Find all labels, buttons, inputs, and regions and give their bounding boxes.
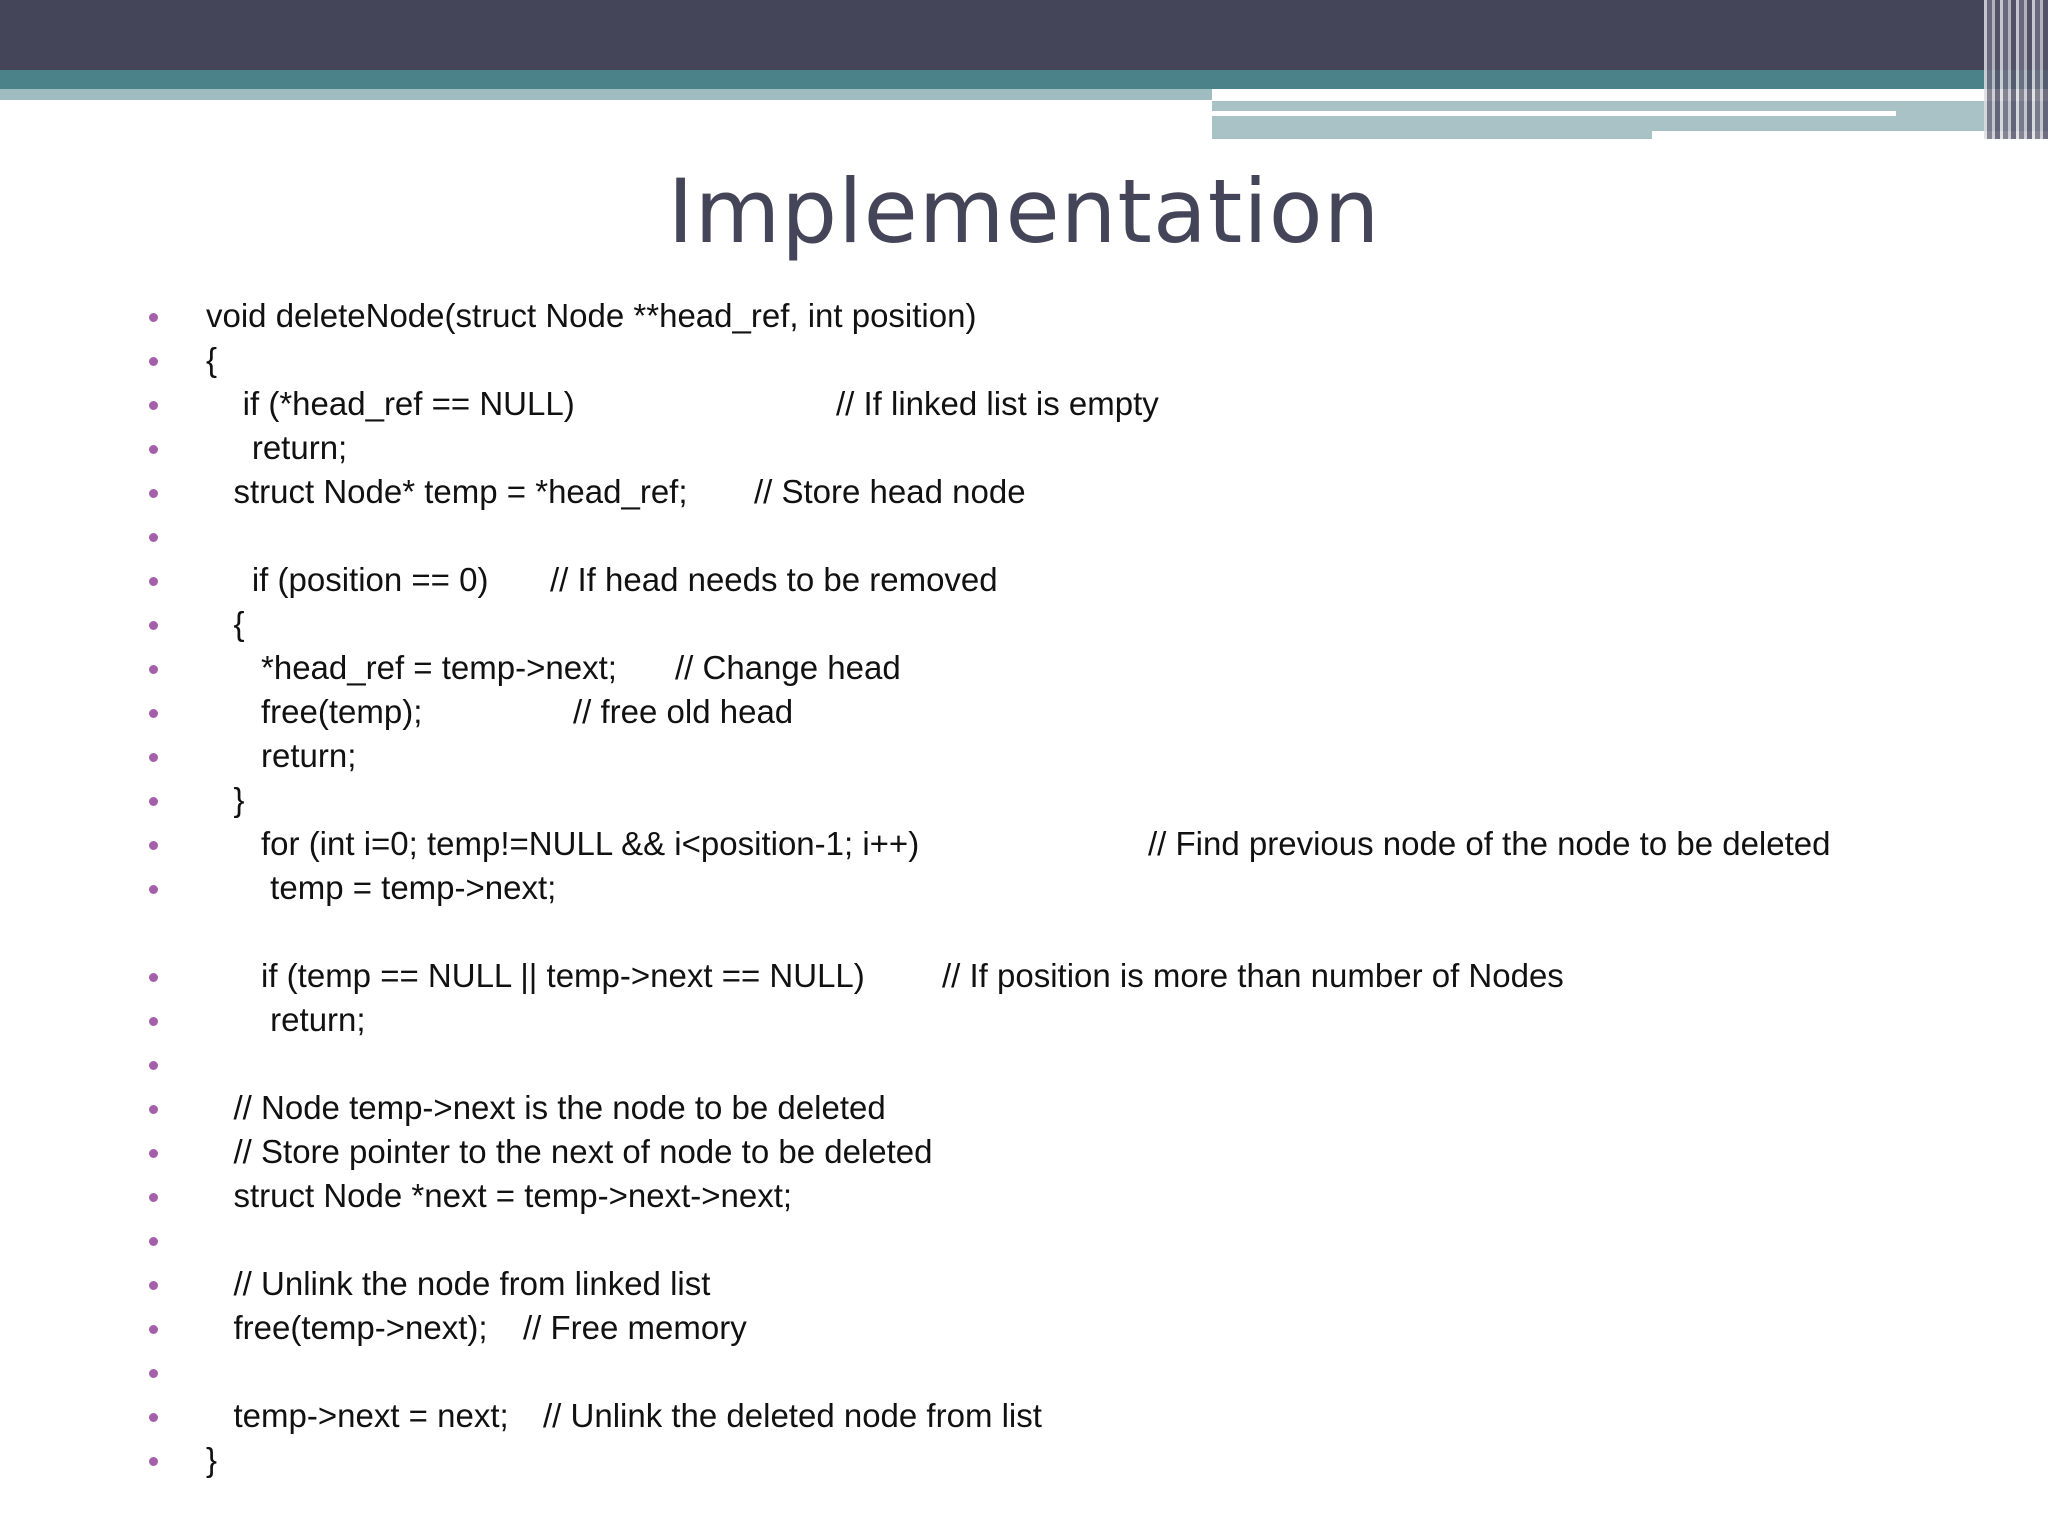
bullet-dot-icon bbox=[148, 1262, 162, 1306]
bullet-dot-icon bbox=[148, 646, 162, 690]
code-comment: // Store head node bbox=[754, 473, 1026, 510]
bullet-dot-icon bbox=[148, 1394, 162, 1438]
bullet-dot-icon bbox=[148, 1130, 162, 1174]
bullet-dot-icon bbox=[148, 382, 162, 426]
code-text: // Node temp->next is the node to be deleted bbox=[206, 1089, 886, 1126]
code-text: { bbox=[206, 605, 245, 642]
bullet-dot-icon bbox=[148, 514, 162, 558]
code-text: if (*head_ref == NULL) bbox=[206, 385, 575, 422]
bullet-dot-icon bbox=[148, 866, 162, 910]
code-text: return; bbox=[206, 1001, 366, 1038]
code-text: // Unlink the node from linked list bbox=[206, 1265, 711, 1302]
bullet-dot-icon bbox=[148, 1306, 162, 1350]
code-text: } bbox=[206, 781, 245, 818]
code-text: temp = temp->next; bbox=[206, 869, 557, 906]
code-text: struct Node *next = temp->next->next; bbox=[206, 1177, 793, 1214]
bullet-dot-icon bbox=[148, 822, 162, 866]
bullet-dot-icon bbox=[148, 1438, 162, 1482]
bullet-dot-icon bbox=[148, 1086, 162, 1130]
header-band-white-line bbox=[1212, 111, 1896, 116]
code-text: free(temp->next); bbox=[206, 1309, 488, 1346]
code-comment: // Find previous node of the node to be deleted bbox=[1148, 825, 1831, 862]
bullet-dot-icon bbox=[148, 1218, 162, 1262]
code-comment: // Change head bbox=[675, 649, 901, 686]
code-text: if (position == 0) bbox=[206, 561, 489, 598]
bullet-dot-icon bbox=[148, 910, 162, 954]
code-text: void deleteNode(struct Node **head_ref, int position) bbox=[206, 297, 977, 334]
code-text: return; bbox=[206, 737, 357, 774]
bullet-dot-icon bbox=[148, 470, 162, 514]
bullet-dot-icon bbox=[148, 954, 162, 998]
code-comment: // Free memory bbox=[523, 1309, 747, 1346]
code-text: for (int i=0; temp!=NULL && i<position-1; i++) bbox=[206, 825, 920, 862]
code-text: free(temp); bbox=[206, 693, 423, 730]
code-comment: // If linked list is empty bbox=[836, 385, 1159, 422]
bullet-dot-icon bbox=[148, 426, 162, 470]
bullet-dot-icon bbox=[148, 1350, 162, 1394]
code-comment: // Unlink the deleted node from list bbox=[543, 1397, 1042, 1434]
code-text: struct Node* temp = *head_ref; bbox=[206, 473, 688, 510]
code-text: temp->next = next; bbox=[206, 1397, 509, 1434]
bullet-dot-icon bbox=[148, 1042, 162, 1086]
bullet-dot-icon bbox=[148, 998, 162, 1042]
code-text: if (temp == NULL || temp->next == NULL) bbox=[206, 957, 865, 994]
bullet-dot-icon bbox=[148, 690, 162, 734]
code-comment: // If position is more than number of Nodes bbox=[942, 957, 1564, 994]
bullet-dot-icon bbox=[148, 294, 162, 338]
bullet-dot-icon bbox=[148, 338, 162, 382]
bullet-dot-icon bbox=[148, 602, 162, 646]
slide-title: Implementation bbox=[667, 160, 1381, 263]
code-text: *head_ref = temp->next; bbox=[206, 649, 617, 686]
header-band-teal bbox=[0, 70, 2048, 89]
code-text: { bbox=[206, 341, 218, 378]
code-text: } bbox=[206, 1441, 218, 1478]
code-comment: // free old head bbox=[573, 693, 794, 730]
code-comment: // If head needs to be removed bbox=[550, 561, 998, 598]
header-band-dark bbox=[0, 0, 2048, 70]
bullet-dot-icon bbox=[148, 734, 162, 778]
code-text: // Store pointer to the next of node to be deleted bbox=[206, 1133, 933, 1170]
bullet-dot-icon bbox=[148, 778, 162, 822]
bullet-dot-icon bbox=[148, 1174, 162, 1218]
header-band-light-left bbox=[0, 89, 1212, 100]
bullet-dot-icon bbox=[148, 558, 162, 602]
code-text: return; bbox=[206, 429, 348, 466]
header-band-edge-stripes bbox=[1984, 0, 2048, 139]
